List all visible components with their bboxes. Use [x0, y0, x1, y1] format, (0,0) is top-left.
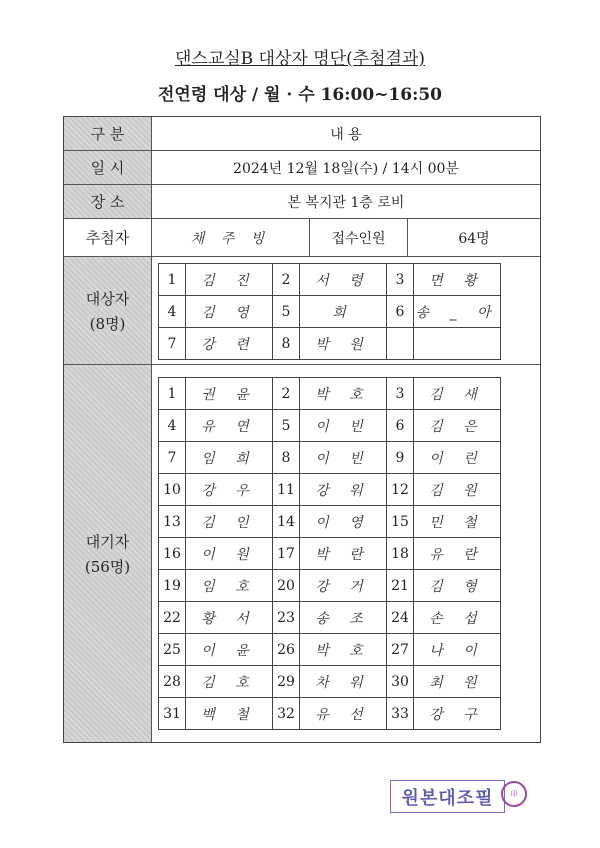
certified-copy-stamp: 원본대조필: [390, 780, 505, 813]
entry-number: 13: [159, 506, 186, 538]
header-row: [64, 117, 540, 151]
entry-number: 5: [273, 410, 300, 442]
document-title: 댄스교실B 대상자 명단(추첨결과): [174, 49, 426, 69]
entry-name: 김 새: [414, 378, 501, 410]
selected-label: 대상자 (8명): [64, 257, 152, 364]
drawer-signature: 채 주 빙: [152, 219, 310, 256]
table-row: [159, 538, 501, 570]
entry-name: 임 희: [186, 442, 273, 474]
document-subtitle: 전연령 대상 / 월 · 수 16:00~16:50: [157, 85, 443, 105]
place-value: 본 복지관 1층 로비: [287, 194, 405, 211]
entry-number: 29: [273, 666, 300, 698]
entry-name: 민 철: [414, 506, 501, 538]
entry-name: 황 서: [186, 602, 273, 634]
table-row: [159, 378, 501, 410]
entry-name: 면 황: [414, 264, 501, 296]
entry-number: [387, 328, 414, 360]
table-row: [159, 410, 501, 442]
entry-name: 김 형: [414, 570, 501, 602]
entry-number: 10: [159, 474, 186, 506]
entry-name: 강 우: [186, 474, 273, 506]
entry-name: 유 란: [414, 538, 501, 570]
entry-name: 송 조: [300, 602, 387, 634]
entry-name: 이 원: [186, 538, 273, 570]
entry-number: 28: [159, 666, 186, 698]
entry-name: 유 연: [186, 410, 273, 442]
entry-number: 18: [387, 538, 414, 570]
entry-name: 백 철: [186, 698, 273, 730]
count-value: 64명: [458, 230, 490, 247]
selected-table: [158, 263, 501, 360]
entry-number: 11: [273, 474, 300, 506]
official-seal-icon: 印: [501, 781, 527, 807]
entry-number: 8: [273, 328, 300, 360]
entry-number: 4: [159, 410, 186, 442]
entry-name: 강 거: [300, 570, 387, 602]
entry-number: 12: [387, 474, 414, 506]
entry-name: 이 영: [300, 506, 387, 538]
entry-number: 32: [273, 698, 300, 730]
table-row: [159, 602, 501, 634]
table-row: [159, 474, 501, 506]
table-row: [159, 296, 501, 328]
entry-name: 임 호: [186, 570, 273, 602]
table-row: [159, 264, 501, 296]
entry-number: 17: [273, 538, 300, 570]
entry-name: 손 섭: [414, 602, 501, 634]
entry-number: 33: [387, 698, 414, 730]
table-row: [159, 570, 501, 602]
entry-number: 23: [273, 602, 300, 634]
entry-name: 강 구: [414, 698, 501, 730]
entry-name: 김 원: [414, 474, 501, 506]
entry-name: 강 련: [186, 328, 273, 360]
entry-name: 김 은: [414, 410, 501, 442]
entry-name: 김 진: [186, 264, 273, 296]
entry-number: 3: [387, 264, 414, 296]
entry-name: 이 빈: [300, 410, 387, 442]
entry-name: 이 빈: [300, 442, 387, 474]
entry-name: 김 호: [186, 666, 273, 698]
entry-name: 나 이: [414, 634, 501, 666]
entry-number: 6: [387, 296, 414, 328]
entry-number: 2: [273, 264, 300, 296]
entry-number: 6: [387, 410, 414, 442]
entry-number: 1: [159, 378, 186, 410]
entry-name: 최 원: [414, 666, 501, 698]
selected-row: [64, 257, 540, 365]
datetime-label: 일 시: [64, 151, 152, 184]
entry-number: 8: [273, 442, 300, 474]
entry-number: 4: [159, 296, 186, 328]
waitlist-table: [158, 377, 501, 730]
entry-number: 7: [159, 442, 186, 474]
entry-number: 21: [387, 570, 414, 602]
entry-name: 강 워: [300, 474, 387, 506]
place-row: [64, 185, 540, 219]
entry-number: 2: [273, 378, 300, 410]
table-row: [159, 442, 501, 474]
header-label: 구 분: [64, 117, 152, 150]
entry-number: 19: [159, 570, 186, 602]
table-row: [159, 634, 501, 666]
entry-number: 5: [273, 296, 300, 328]
entry-number: 16: [159, 538, 186, 570]
table-row: [159, 698, 501, 730]
entry-number: 15: [387, 506, 414, 538]
entry-name: 박 호: [300, 634, 387, 666]
entry-number: 20: [273, 570, 300, 602]
info-table: [63, 116, 541, 743]
entry-name: 차 워: [300, 666, 387, 698]
drawer-row: [64, 219, 540, 257]
entry-name: 희: [300, 296, 387, 328]
entry-name: 박 호: [300, 378, 387, 410]
entry-name: 김 영: [186, 296, 273, 328]
entry-name: 서 령: [300, 264, 387, 296]
entry-number: 9: [387, 442, 414, 474]
header-value: 내 용: [330, 126, 362, 143]
table-row: [159, 506, 501, 538]
entry-name: 김 인: [186, 506, 273, 538]
count-label: 접수인원: [310, 219, 408, 256]
entry-name: 이 린: [414, 442, 501, 474]
waitlist-row: [64, 365, 540, 742]
table-row: [159, 666, 501, 698]
entry-name: 이 윤: [186, 634, 273, 666]
entry-name: 박 란: [300, 538, 387, 570]
datetime-value: 2024년 12월 18일(수) / 14시 00분: [233, 160, 459, 177]
entry-number: 22: [159, 602, 186, 634]
entry-name: [414, 328, 501, 360]
entry-name: 유 선: [300, 698, 387, 730]
entry-number: 7: [159, 328, 186, 360]
entry-name: 박 원: [300, 328, 387, 360]
entry-number: 24: [387, 602, 414, 634]
entry-name: 권 윤: [186, 378, 273, 410]
entry-number: 3: [387, 378, 414, 410]
entry-number: 26: [273, 634, 300, 666]
entry-number: 30: [387, 666, 414, 698]
entry-number: 31: [159, 698, 186, 730]
entry-number: 1: [159, 264, 186, 296]
entry-number: 14: [273, 506, 300, 538]
entry-name: 송 _ 아: [414, 296, 501, 328]
table-row: [159, 328, 501, 360]
entry-number: 25: [159, 634, 186, 666]
entry-number: 27: [387, 634, 414, 666]
waitlist-label: 대기자 (56명): [64, 365, 152, 742]
place-label: 장 소: [64, 185, 152, 218]
datetime-row: [64, 151, 540, 185]
drawer-label: 추첨자: [64, 219, 152, 256]
